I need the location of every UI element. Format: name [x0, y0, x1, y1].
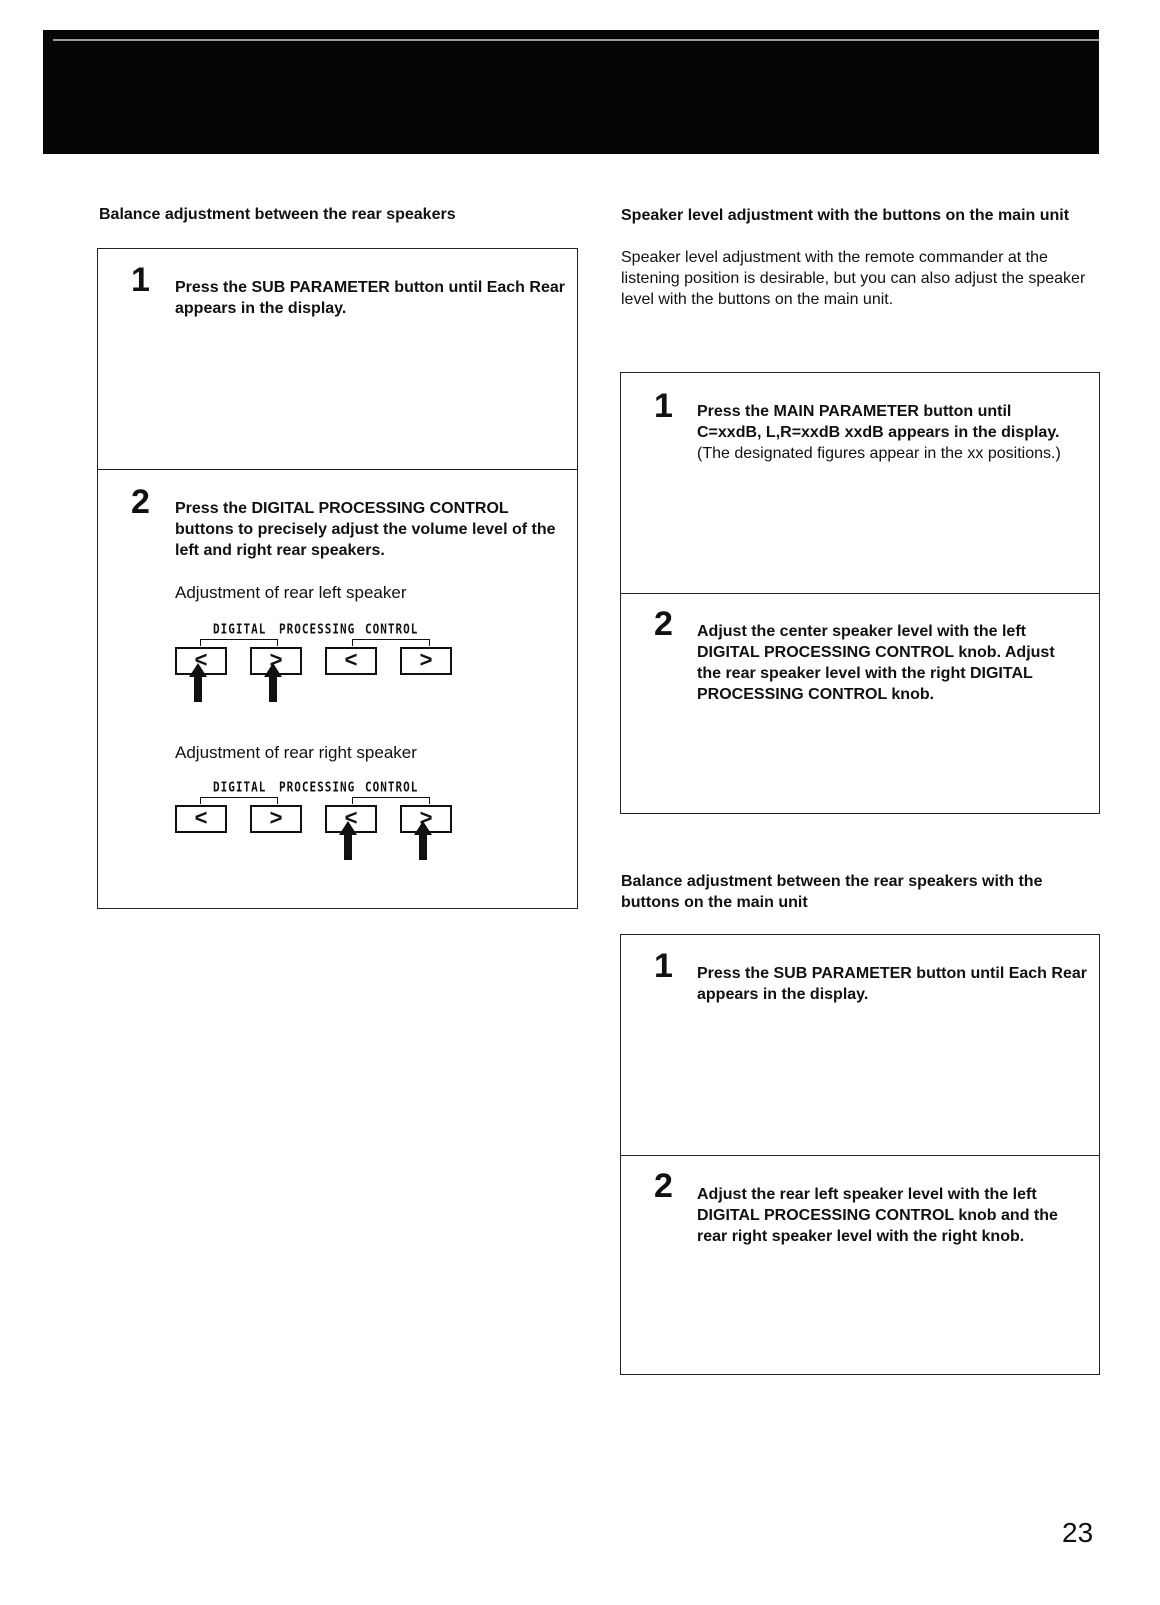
diagram-caption: Adjustment of rear right speaker — [175, 743, 417, 762]
step-text — [697, 401, 1067, 464]
diagram-caption: Adjustment of rear left speaker — [175, 583, 407, 602]
right-heading: Speaker level adjustment with the buttons on the main unit — [621, 207, 1070, 224]
left-button[interactable]: < — [175, 647, 227, 675]
diagram-label: CONTROL — [365, 621, 419, 638]
step-number: 2 — [654, 1167, 673, 1205]
diagram-label: DIGITAL — [213, 621, 267, 638]
left-button[interactable]: < — [175, 805, 227, 833]
right-heading-2: Balance adjustment between the rear speakers with the buttons on the main unit — [621, 873, 1043, 911]
step-number: 1 — [654, 947, 673, 985]
left-steps-box — [97, 248, 578, 909]
diagram-label: PROCESSING — [279, 621, 356, 638]
left-button[interactable]: < — [325, 647, 377, 675]
bracket — [352, 639, 430, 646]
right-steps-box-2 — [620, 934, 1100, 1375]
button-diagram — [175, 781, 475, 871]
button-diagram — [175, 623, 475, 713]
divider — [98, 469, 577, 470]
step-text: Press the SUB PARAMETER button until Each Rear appears in the display. — [697, 965, 1087, 1003]
divider — [621, 1155, 1099, 1156]
right-button[interactable]: > — [400, 805, 452, 833]
step-number: 2 — [654, 605, 673, 643]
diagram-label: PROCESSING — [279, 779, 356, 796]
header-banner — [43, 30, 1099, 154]
intro-paragraph: Speaker level adjustment with the remote commander at the listening position is desirable, but you can also adjust the speaker level with the buttons on the main unit. — [621, 249, 1086, 308]
right-button[interactable]: > — [250, 805, 302, 833]
divider — [621, 593, 1099, 594]
left-button[interactable]: < — [325, 805, 377, 833]
step-text: Press the DIGITAL PROCESSING CONTROL buttons to precisely adjust the volume level of the left and right rear speakers. — [175, 500, 556, 559]
step-number: 1 — [654, 387, 673, 425]
page-number: 23 — [1062, 1517, 1094, 1548]
right-button[interactable]: > — [250, 647, 302, 675]
bracket — [200, 639, 278, 646]
step-number: 2 — [131, 483, 150, 521]
step-text: Press the SUB PARAMETER button until Each Rear appears in the display. — [175, 279, 565, 317]
bracket — [352, 797, 430, 804]
step-number: 1 — [131, 261, 150, 299]
right-steps-box-1 — [620, 372, 1100, 814]
step-text: Adjust the center speaker level with the left DIGITAL PROCESSING CONTROL knob. Adjust the rear speaker level with the right DIGITAL PROCESSING CONTROL knob. — [697, 623, 1055, 703]
step-text: Adjust the rear left speaker level with the left DIGITAL PROCESSING CONTROL knob and the rear right speaker level with the right knob. — [697, 1186, 1058, 1245]
left-heading: Balance adjustment between the rear speakers — [99, 206, 456, 223]
step-note: (The designated figures appear in the xx positions.) — [697, 445, 1061, 462]
diagram-label: DIGITAL — [213, 779, 267, 796]
step-instruction: Press the MAIN PARAMETER button until C=xxdB, L,R=xxdB xxdB appears in the display. — [697, 403, 1060, 441]
bracket — [200, 797, 278, 804]
diagram-label: CONTROL — [365, 779, 419, 796]
right-button[interactable]: > — [400, 647, 452, 675]
